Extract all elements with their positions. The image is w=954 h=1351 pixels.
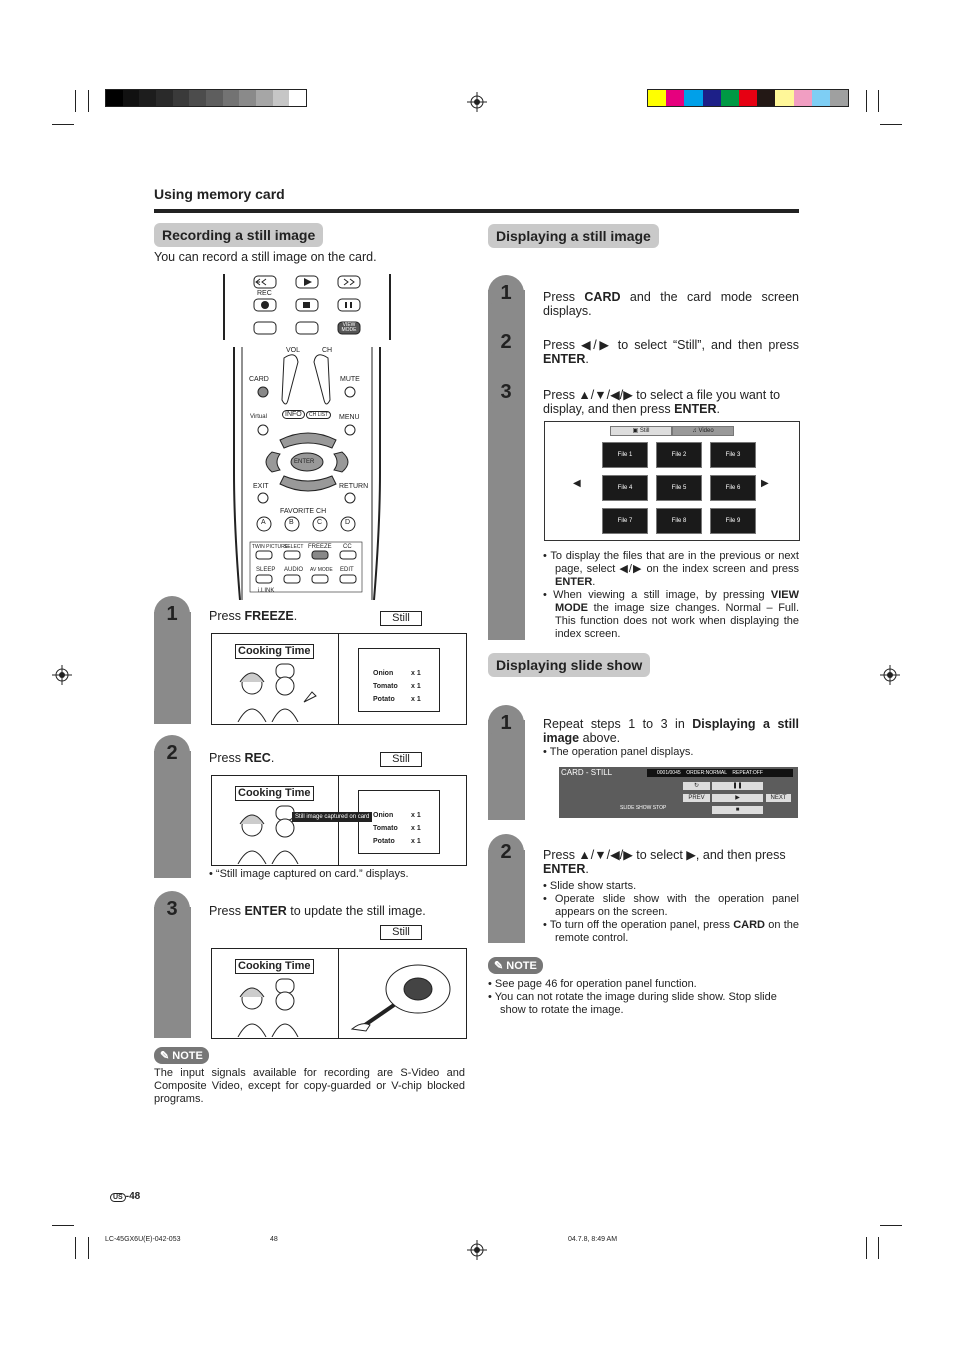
remote-fav-d: D (345, 519, 351, 526)
cooking-time-label: Cooking Time (235, 644, 314, 659)
color-swatch (739, 90, 757, 106)
file-grid (602, 442, 752, 534)
play-button[interactable]: ▶ (712, 794, 763, 802)
remote-virtual-label: Virtual (250, 414, 267, 420)
left-step2-number: 2 (154, 735, 190, 771)
remote-select-label: SELECT (284, 544, 304, 550)
remote-control-illustration (222, 272, 392, 600)
remote-avmode-label: AV MODE (310, 567, 333, 573)
slide-notes: • See page 46 for operation panel function. • You can not rotate the image during slide show. Stop slide show to rotate the image. (488, 978, 777, 1016)
file-thumb[interactable]: File 4 (602, 475, 648, 501)
color-swatch (775, 90, 793, 106)
color-swatch (666, 90, 684, 106)
remote-card-label: CARD (249, 376, 269, 383)
cooking-time-label: Cooking Time (235, 786, 314, 801)
recording-intro: You can record a still image on the card. (154, 250, 377, 264)
page-number: US -48 (110, 1191, 140, 1202)
panel-status: 0001/0045 ORDER:NORMAL REPEAT:OFF (647, 769, 793, 777)
remote-vol-label: VOL (286, 347, 301, 354)
remote-fav-c: C (317, 519, 323, 526)
file-thumb[interactable]: File 1 (602, 442, 648, 468)
tv-screen-freeze (211, 633, 467, 725)
slide-step2-bullets: • Slide show starts. • Operate slide show with the operation panel appears on the screen. • To turn off the operation panel, press CARD on the remote control. (543, 880, 800, 944)
remote-cc-label: CC (343, 544, 352, 550)
footer-page: 48 (270, 1236, 278, 1243)
us-badge: US (110, 1193, 126, 1202)
rotate-button[interactable]: ↻ (683, 782, 710, 790)
remote-info-label: INFO (282, 410, 305, 419)
left-step1-number: 1 (154, 596, 190, 632)
pan-illustration (348, 957, 458, 1033)
remote-fav-a: A (261, 519, 266, 526)
remote-favorite-label: FAVORITE CH (280, 508, 327, 515)
remote-rec-label: REC (257, 290, 272, 297)
index-next-arrow[interactable]: ▶ (761, 478, 769, 489)
remote-mute-label: MUTE (340, 376, 360, 383)
remote-chlist-label: CH LIST (306, 411, 331, 419)
left-step2-bullet: • “Still image captured on card.” displays. (209, 868, 409, 880)
left-step3-number: 3 (154, 891, 190, 927)
stop-button[interactable]: ■ (712, 806, 763, 814)
remote-ilink-label: i.LINK (258, 588, 275, 594)
pause-button[interactable]: ❚❚ (712, 782, 763, 790)
heading-slide-show: Displaying slide show (488, 653, 650, 677)
left-note-text: The input signals available for recording are S-Video and Composite Video, except for copy-guarded or V-chip blocked programs. (154, 1067, 465, 1105)
right-step2-text: Press ◀/▶ to select “Still”, and then press ENTER. (543, 338, 799, 366)
tv-screen-updated (211, 948, 467, 1039)
header-rule (154, 209, 799, 213)
slide-step2-number: 2 (488, 834, 524, 870)
display-still-bullets: • To display the files that are in the previous or next page, select ◀/▶ on the index screen and press ENTER. • When viewing a still image, by pressing VIEW MODE the image size changes. Normal – Full. This function does not work when displaying the index screen. (543, 550, 799, 640)
right-step1-number: 1 (488, 275, 524, 311)
remote-viewmode-label: VIEW MODE (341, 322, 357, 333)
cooking-time-label: Cooking Time (235, 959, 314, 974)
chefs-illustration (232, 977, 322, 1037)
registration-mark-icon (467, 92, 487, 112)
slide-step1-number: 1 (488, 705, 524, 741)
remote-audio-label: AUDIO (284, 567, 304, 573)
tv-screen-rec (211, 775, 467, 866)
next-button[interactable]: NEXT (766, 794, 791, 802)
heading-displaying-still: Displaying a still image (488, 224, 659, 248)
file-thumb[interactable]: File 3 (710, 442, 756, 468)
file-thumb[interactable]: File 9 (710, 508, 756, 534)
footer-file-code: LC-45GX6U(E)-042-053 (105, 1236, 181, 1243)
registration-mark-icon (880, 665, 900, 685)
right-step3-text: Press ▲/▼/◀/▶ to select a file you want to display, and then press ENTER. (543, 388, 781, 416)
color-swatch (794, 90, 812, 106)
note-badge: ✎ NOTE (154, 1047, 209, 1064)
panel-title: CARD - STILL (561, 768, 613, 777)
remote-enter-label: ENTER (294, 459, 315, 465)
note-badge: ✎ NOTE (488, 957, 543, 974)
color-swatch (812, 90, 830, 106)
footer-timestamp: 04.7.8, 8:49 AM (568, 1236, 618, 1243)
index-tabs (610, 426, 734, 436)
remote-ch-label: CH (322, 347, 333, 354)
slide-step2-text: Press ▲/▼/◀/▶ to select ▶, and then press ENTER. (543, 848, 786, 876)
slideshow-stop-label: SLIDE SHOW STOP (620, 805, 667, 811)
ingredient-list: Onion x 1 Tomato x 1 Potato x 1 (358, 648, 440, 712)
still-tag: Still (380, 611, 422, 626)
still-tag: Still (380, 752, 422, 767)
chefs-illustration (232, 662, 322, 722)
color-bar (647, 89, 849, 107)
tab-still[interactable]: ▣ Still (610, 426, 672, 436)
slide-step1-text: Repeat steps 1 to 3 in Displaying a still image above. (543, 717, 799, 745)
index-prev-arrow[interactable]: ◀ (573, 478, 581, 489)
remote-twin-label: TWIN PICTURE (252, 544, 289, 550)
left-step3-text: Press ENTER to update the still image. (209, 904, 426, 918)
capture-osd-message: Still image captured on card (292, 812, 372, 822)
remote-fav-b: B (289, 519, 294, 526)
registration-mark-icon (52, 665, 72, 685)
remote-freeze-label: FREEZE (308, 544, 332, 550)
left-step2-text: Press REC. (209, 751, 275, 765)
remote-sleep-label: SLEEP (256, 567, 276, 573)
file-thumb[interactable]: File 2 (656, 442, 702, 468)
grayscale-bar (105, 89, 307, 107)
color-swatch (648, 90, 666, 106)
remote-exit-label: EXIT (253, 483, 269, 490)
right-step2-number: 2 (488, 324, 524, 360)
file-thumb[interactable]: File 5 (656, 475, 702, 501)
ingredient-list: Onion x 1 Tomato x 1 Potato x 1 (358, 790, 440, 854)
heading-recording-still: Recording a still image (154, 223, 323, 247)
file-thumb[interactable]: File 8 (656, 508, 702, 534)
registration-mark-icon (467, 1240, 487, 1260)
remote-menu-label: MENU (339, 414, 360, 421)
color-swatch (830, 90, 848, 106)
tab-video[interactable]: ♫ Video (672, 426, 734, 436)
color-swatch (721, 90, 739, 106)
color-swatch (757, 90, 775, 106)
color-swatch (703, 90, 721, 106)
color-swatch (684, 90, 702, 106)
operation-panel (559, 767, 798, 818)
right-step1-text: Press CARD and the card mode screen displays. (543, 290, 799, 318)
file-thumb[interactable]: File 6 (710, 475, 756, 501)
remote-return-label: RETURN (339, 483, 369, 490)
still-tag: Still (380, 925, 422, 940)
left-step1-text: Press FREEZE. (209, 609, 298, 623)
slide-step1-bullet: • The operation panel displays. (543, 746, 694, 758)
section-title: Using memory card (154, 186, 285, 202)
card-index-screen (544, 421, 800, 541)
remote-edit-label: EDIT (340, 567, 354, 573)
right-step3-number: 3 (488, 374, 524, 410)
file-thumb[interactable]: File 7 (602, 508, 648, 534)
prev-button[interactable]: PREV (683, 794, 710, 802)
